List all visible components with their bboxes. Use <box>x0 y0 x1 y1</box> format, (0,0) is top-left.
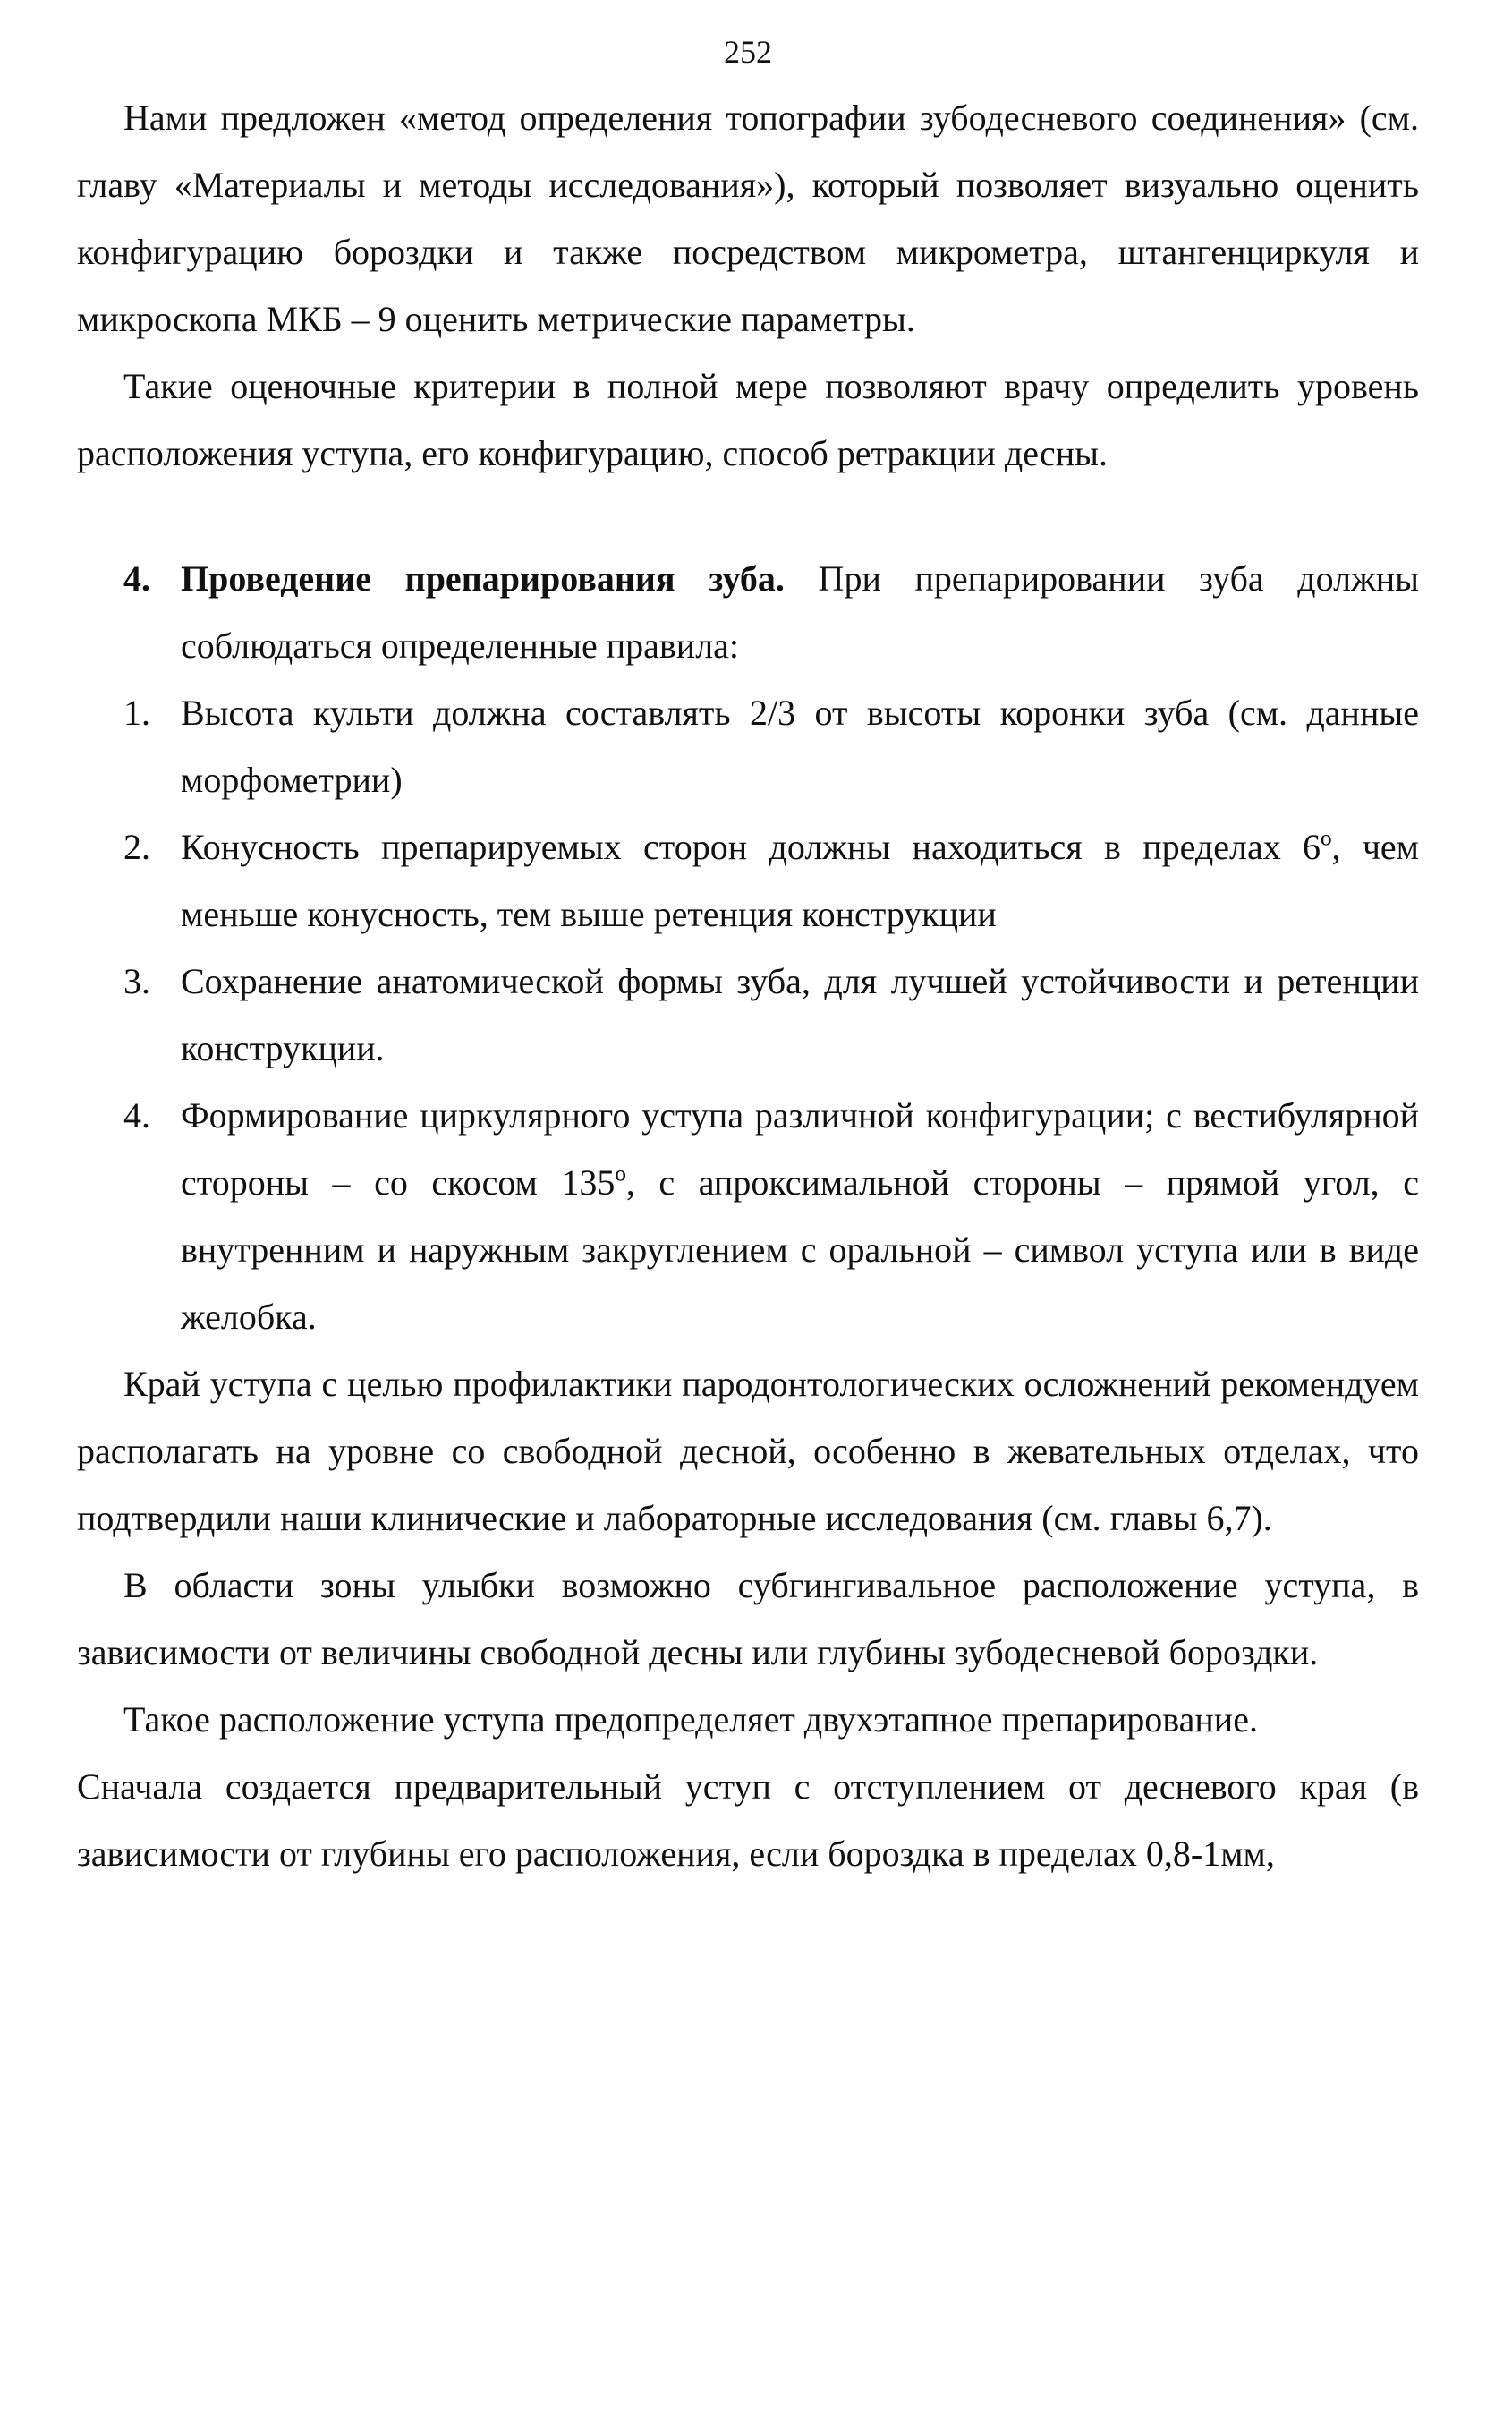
section-gap <box>77 487 1419 545</box>
document-page <box>77 25 1419 1887</box>
list-item-text: Формирование циркулярного уступа различной конфигурации; с вестибулярной стороны – со скосом 135º, с апроксимальной стороны – прямой угол, с внутренним и наружным закруглением с оральной – символ уступа или в виде желобка. <box>181 1095 1419 1337</box>
section-number: 4. <box>123 558 150 599</box>
list-item <box>77 1082 1419 1350</box>
list-item-text: Сохранение анатомической формы зуба, для лучшей устойчивости и ретенции конструкции. <box>181 961 1419 1068</box>
rules-list <box>77 679 1419 1350</box>
list-marker: 1. <box>123 693 150 733</box>
paragraph-smile-zone: В области зоны улыбки возможно субгингивальное расположение уступа, в зависимости от величины свободной десны или глубины зубодесневой бороздки. <box>77 1565 1419 1672</box>
paragraph-criteria: Такие оценочные критерии в полной мере позволяют врачу определить уровень расположения уступа, его конфигурацию, способ ретракции десны. <box>77 366 1419 473</box>
page-number: 252 <box>724 34 772 70</box>
paragraph-ledge-edge: Край уступа с целью профилактики пародонтологических осложнений рекомендуем располагать на уровне со свободной десной, особенно в жевательных отделах, что подтвердили наши клинические и лабораторные исследования (см. главы 6,7). <box>77 1364 1419 1538</box>
paragraph-method: Нами предложен «метод определения топографии зубодесневого соединения» (см. главу «Материалы и методы исследования»), который позволяет визуально оценить конфигурацию бороздки и также посредством микрометра, штангенциркуля и микроскопа МКБ – 9 оценить метрические параметры. <box>77 98 1419 339</box>
list-item <box>77 679 1419 813</box>
list-marker: 4. <box>123 1095 150 1136</box>
section-title: Проведение препарирования зуба. <box>181 558 785 599</box>
section-heading <box>77 545 1419 679</box>
list-item-text: Высота культи должна составлять 2/3 от высоты коронки зуба (см. данные морфометрии) <box>181 693 1419 800</box>
paragraph-two-stage: Такое расположение уступа предопределяет двухэтапное препарирование. <box>123 1699 1258 1740</box>
section-intro: При препарировании зуба должны соблюдаться определенные правила: <box>181 558 1419 666</box>
paragraph-preliminary-ledge: Сначала создается предварительный уступ с отступлением от десневого края (в зависимости от глубины его расположения, если бороздка в пределах 0,8-1мм, <box>77 1766 1419 1874</box>
list-marker: 2. <box>123 827 150 867</box>
list-item-text: Конусность препарируемых сторон должны находиться в пределах 6º, чем меньше конусность, тем выше ретенция конструкции <box>181 827 1419 934</box>
list-marker: 3. <box>123 961 150 1001</box>
list-item <box>77 813 1419 948</box>
list-item <box>77 948 1419 1082</box>
